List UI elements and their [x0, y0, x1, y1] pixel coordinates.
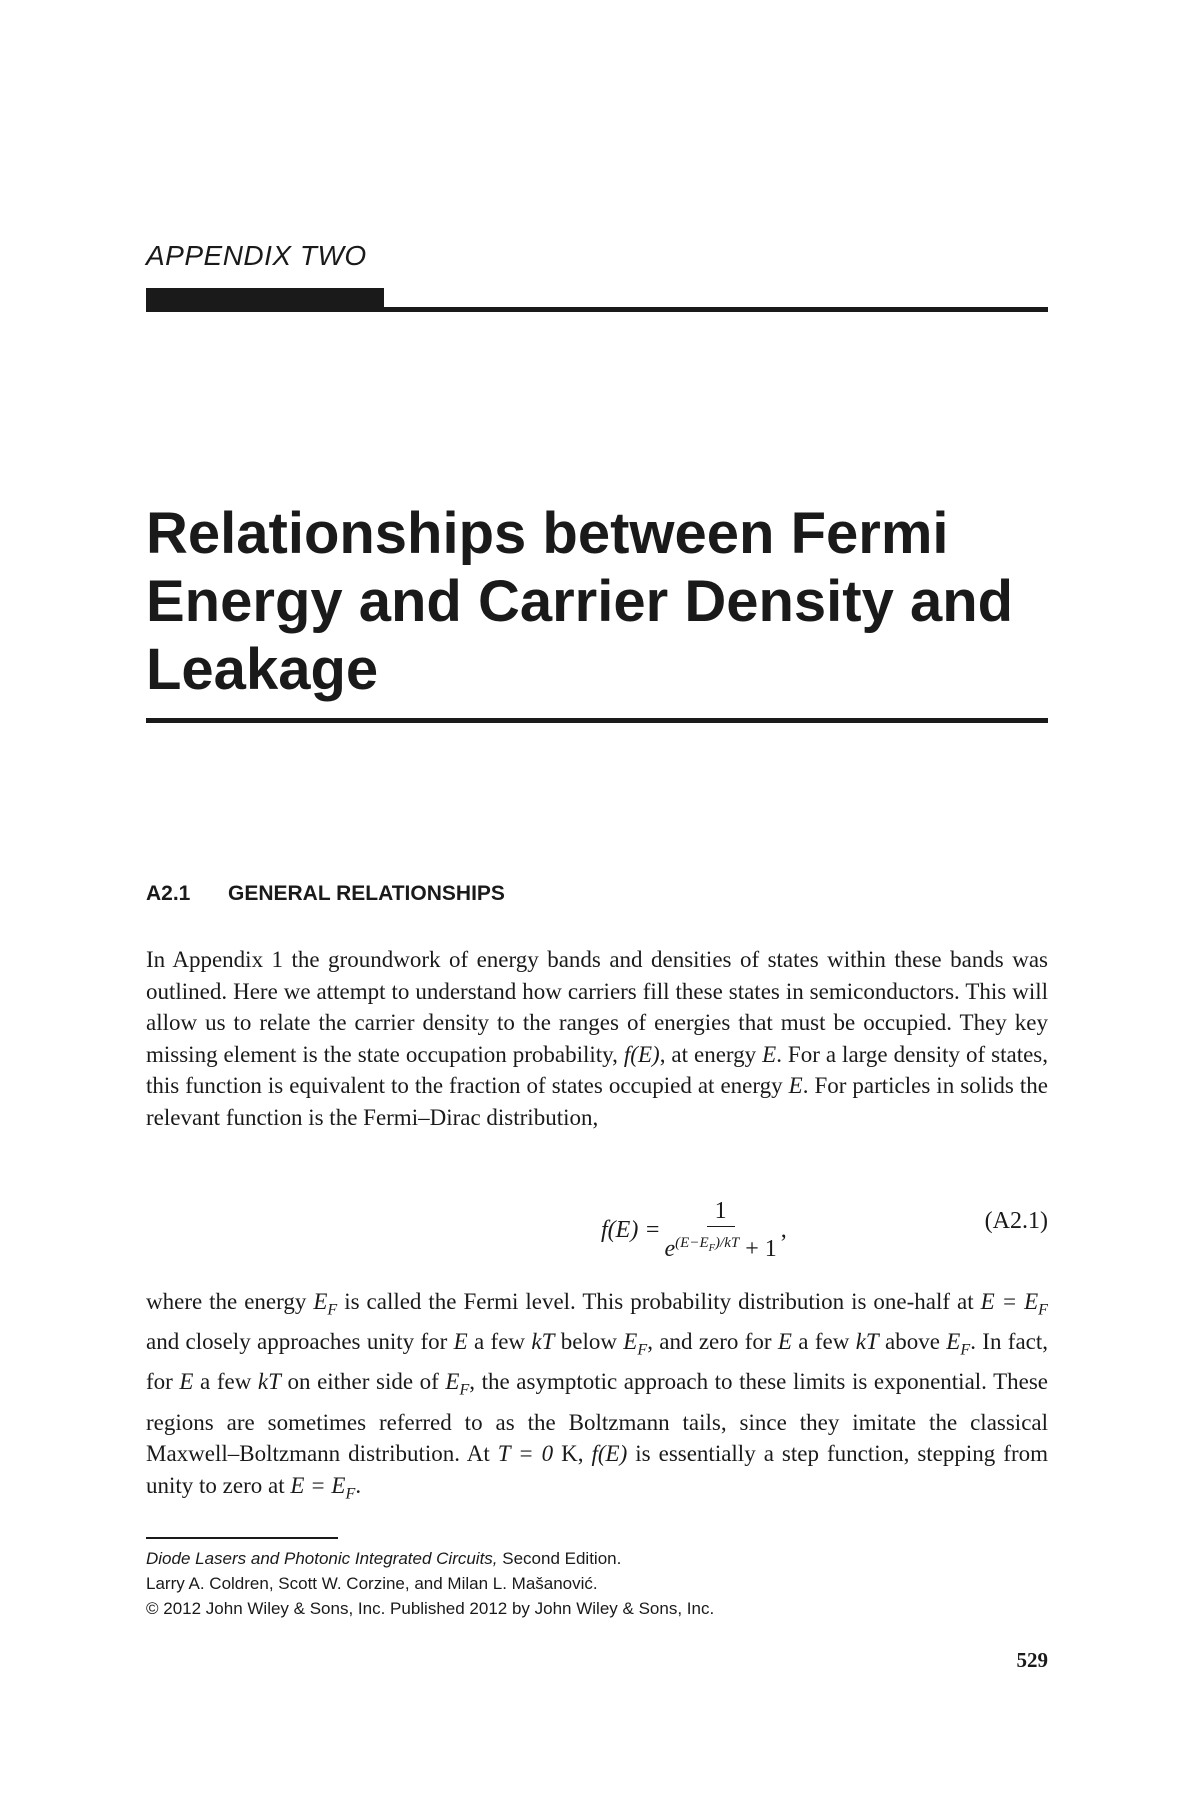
equation-lhs: f(E) = — [601, 1217, 661, 1243]
title-rule — [146, 718, 1048, 723]
section-heading — [146, 882, 505, 906]
book-title: Diode Lasers and Photonic Integrated Circuits, — [146, 1549, 498, 1568]
chapter-title: Relationships between Fermi Energy and Carrier Density and Leakage — [146, 501, 1014, 702]
equation-fraction — [665, 1198, 777, 1263]
exponent: (E−EF)/kT — [675, 1235, 740, 1254]
fraction-numerator: 1 — [707, 1198, 735, 1227]
footnote-rule — [146, 1537, 338, 1539]
fraction-denominator: $e^{(E-E_F)/kT} + 1$ — [664, 1235, 777, 1262]
book-edition: Second Edition. — [497, 1549, 622, 1568]
equation-number: (A2.1) — [984, 1208, 1048, 1234]
section-number: A2.1 — [146, 882, 191, 905]
equation-body — [601, 1198, 787, 1263]
paragraph-fermi-level: where the energy $E_F$ is called the Fermi level. This probability distribution is one-half at $E = E_F$ and closely approaches unity for E a few kT below $E_F$, and zero for E a few kT above $E_F$. In fact, for E a few kT on either side of $E_F$, the asymptotic approach to these limits is exponential. These regions are sometimes referred to as the Boltzmann tails, since they imitate the classical Maxwell–Boltzmann distribution. At T = 0 K, f(E) is essentially a step function, stepping from unity to zero at $E = E_F$. — [146, 1289, 1049, 1503]
paragraph-intro: In Appendix 1 the groundwork of energy bands and densities of states within these bands was outlined. Here we attempt to understand how carriers fill these states in semiconductors. This will allow us to relate the carrier density to the ranges of energies that must be occupied. They key missing element is the state occupation probability, f(E), at energy E. For a large density of states, this function is equivalent to the fraction of states occupied at energy E. For particles in solids the relevant function is the Fermi–Dirac distribution, — [146, 947, 1048, 1130]
page-number: 529 — [1016, 1648, 1048, 1672]
equation-trail: , — [780, 1217, 787, 1243]
appendix-label: APPENDIX TWO — [146, 240, 367, 271]
section-title: GENERAL RELATIONSHIPS — [228, 882, 505, 905]
equation-a2-1 — [146, 1188, 1048, 1268]
footnote-authors: Larry A. Coldren, Scott W. Corzine, and Milan L. Mašanović. — [146, 1574, 598, 1593]
footnote-copyright: © 2012 John Wiley & Sons, Inc. Published 2012 by John Wiley & Sons, Inc. — [146, 1599, 715, 1618]
header-rule-thin — [146, 307, 1048, 312]
footnote-book — [146, 1546, 1048, 1571]
